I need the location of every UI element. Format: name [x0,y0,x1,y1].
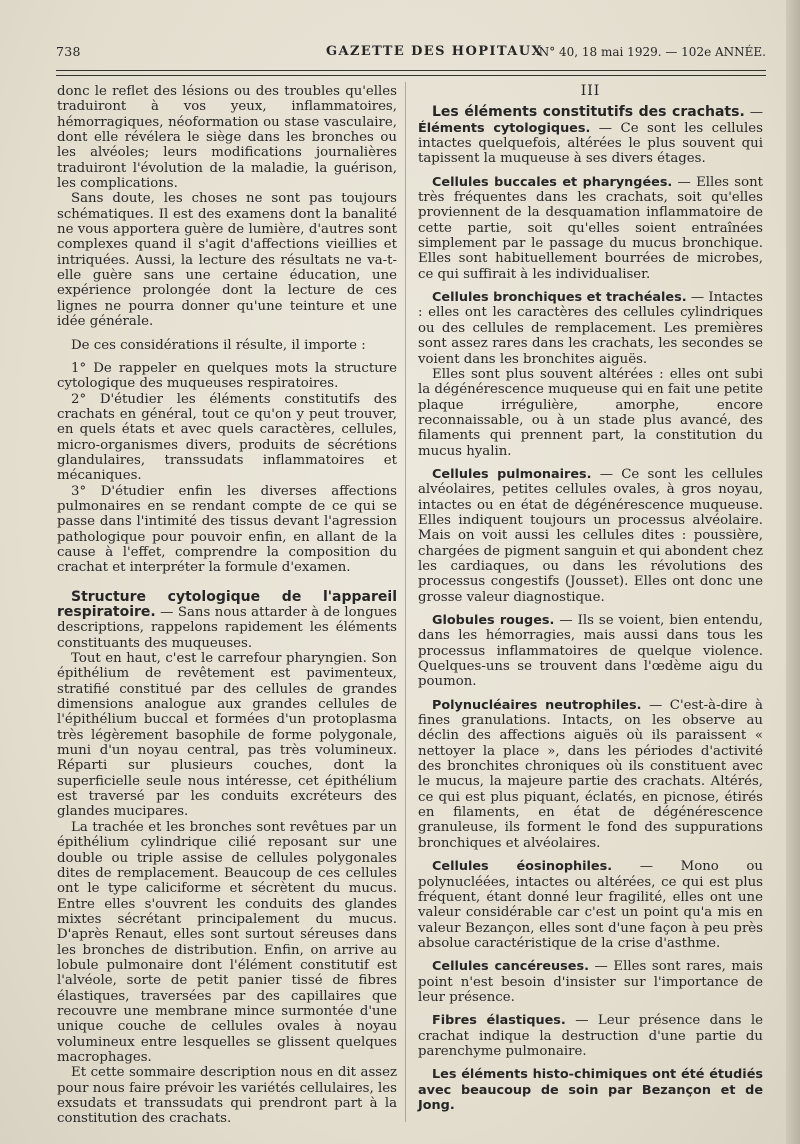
paragraph: Tout en haut, c'est le carrefour pharyngien. Son épithélium de revêtement est pavimenteux, stratifié constitué par des cellules de grandes dimensions analogue aux grandes cellules de l'épithélium buccal et formées d'un protoplasma très légèrement basophile de forme polygonale, muni d'un noyau central, pas très volumineux. Réparti sur plusieurs couches, dont la superficielle seule nous intéresse, cet épithélium est traversé par les conduits excréteurs des glandes mucipares. [57,651,397,820]
section-numeral: III [580,83,601,99]
entry-title: Cellules pulmonaires. [432,466,592,482]
section-text: — Sans nous attarder à de longues descriptions, rappelons rapidement les éléments constituants des muqueuses. [57,605,397,651]
section-paragraph: Les éléments constitutifs des crachats. — Éléments cytologiques. — Ce sont les cellules intactes quelquefois, altérées le plus souvent qui tapissent la muqueuse à ses divers étages. [418,104,763,167]
paragraph: Elles sont plus souvent altérées : elles ont subi la dégénérescence muqueuse qui en fait une petite plaque irrégulière, amorphe, encore reconnaissable, ou à un stade plus avancé, des filaments qui prennent part, la constitution du mucus hyalin. [418,366,763,459]
entry-text: — Intactes : elles ont les caractères des cellules cylindriques ou des cellules de remplacement. Les premières sont assez rares dans les crachats, les secondes se voient dans les bronchites aiguës. [418,290,763,367]
section-paragraph [57,590,397,651]
issue-info: N° 40, 18 mai 1929. — 102e ANNÉE. [538,45,766,59]
entry-paragraph [418,1013,763,1059]
entry-text: — Elles sont très fréquentes dans les crachats, soit qu'elles proviennent de la desquamation inflammatoire de cette partie, soit qu'elles soient entraînées simplement par le passage du mucus bronchique. Elles sont habituellement bourrées de microbes, ce qui suffirait à les individualiser. [418,174,763,282]
column-divider [405,82,406,1122]
list-item: 3° D'étudier enfin les diverses affections pulmonaires en se rendant compte de ce qui se passe dans l'intimité des tissus devant l'agression pathologique pour pouvoir enfin, en allant de la cause à l'effet, comprendre la composition du crachat et interpréter la formule d'examen. [57,483,397,576]
entry-text: — Ils se voient, bien entendu, dans les hémorragies, mais aussi dans tous les processus inflammatoires de quelque violence. Quelques-uns se trouvent dans l'œdème aigu du poumon. [418,613,763,690]
entry-text: — Ce sont les cellules alvéolaires, petites cellules ovales, à gros noyau, intactes ou en état de dégénérescence muqueuse. Elles indiquent toujours un processus alvéolaire. Mais on voit aussi les cellules dites : poussière, chargées de pigment sanguin et qui abondent chez les cardiaques, ou dans les révolutions des processus congestifs (Jousset). Elles ont donc une grosse valeur diagnostique. [418,466,763,605]
paragraph: La trachée et les bronches sont revêtues par un épithélium cylindrique cilié reposant sur une double ou triple assise de cellules polygonales dites de remplacement. Beaucoup de ces cellules ont le type caliciforme et sécrètent du mucus. Entre elles s'ouvrent les conduits des glandes mixtes sécrétant principalement du mucus. D'après Renaut, elles sont surtout séreuses dans les bronches de distribution. Enfin, on arrive au lobule pulmonaire dont l'élément constitutif est l'alvéole, sorte de petit panier tissé de fibres élastiques, traversées par des capillaires que recouvre une membrane mince surmontée d'une unique couche de cellules ovales à noyau volumineux entre lesquelles se glissent quelques macrophages. [57,819,397,1065]
paragraph: donc le reflet des lésions ou des troubles qu'elles traduiront à vos yeux, inflammatoires, hémorragiques, néoformation ou stase vasculaire, dont elle révélera le siège dans les bronches ou les alvéoles; leurs modifications journalières traduiront l'évolution de la maladie, la guérison, les complications. [57,84,397,192]
entry-text: — Leur présence dans le crachat indique la destruction d'une partie du parenchyme pulmonaire. [418,1013,763,1059]
page-number: 738 [56,44,81,59]
entry-title: Les éléments histo-chimiques ont été étudiés avec beaucoup de soin par Bezançon et de Jong. [418,1067,763,1113]
page-edge [786,0,800,1144]
entry-title: Cellules cancéreuses. [432,959,589,975]
entry-paragraph [418,613,763,690]
entry-text: — Mono ou polynucléées, intactes ou altérées, ce qui est plus fréquent, étant donné leur fragilité, elles ont une valeur considérable car c'est un point qu'a mis en valeur Bezançon, elles sont d'une façon à peu près absolue caractéristique de la crise d'asthme. [418,859,763,951]
right-column [418,84,763,1113]
journal-title: GAZETTE DES HOPITAUX [326,44,543,59]
entry-title: Cellules buccales et pharyngées. [432,174,673,190]
header-rule-top [56,70,766,71]
entry-title: Fibres élastiques. [432,1013,566,1029]
entry-paragraph [418,698,763,851]
entry-paragraph [418,175,763,282]
entry-paragraph [418,1067,763,1113]
section-text: — Ce sont les cellules intactes quelquefois, altérées le plus souvent qui tapissent la muqueuse à ses divers étages. [418,120,763,167]
list-item: 2° D'étudier les éléments constitutifs des crachats en général, tout ce qu'on y peut trouver, en quels états et avec quels caractères, cellules, micro-organismes divers, produits de sécrétions glandulaires, transsudats inflammatoires et mécaniques. [57,391,397,484]
entry-title: Cellules éosinophiles. [432,859,613,875]
page-header [56,44,766,66]
list-item: 1° De rappeler en quelques mots la structure cytologique des muqueuses respiratoires. [57,360,397,392]
subsection-title: Éléments cytologiques. [418,120,591,136]
entry-paragraph [418,467,763,605]
paragraph: Sans doute, les choses ne sont pas toujours schématiques. Il est des examens dont la banalité ne vous apportera guère de lumière, d'autres sont complexes quand il s'agit d'affections vieillies et intriquées. Aussi, la lecture des résultats ne va-t-elle guère sans une certaine éducation, une expérience prolongée dont la lecture de ces lignes ne pourra donner qu'une teinture et une idée générale. [57,191,397,330]
entry-paragraph [418,290,763,367]
entry-title: Polynucléaires neutrophiles. [432,697,642,713]
entry-paragraph [418,859,763,951]
entry-title: Cellules bronchiques et trachéales. [432,290,687,306]
section-title: Les éléments constitutifs des crachats. [432,104,745,121]
entry-paragraph [418,959,763,1005]
entry-title: Globules rouges. [432,613,555,628]
paragraph: Et cette sommaire description nous en dit assez pour nous faire prévoir les variétés cellulaires, les exsudats et transsudats qui prendront part à la constitution des crachats. [57,1065,397,1127]
section-title: Structure cytologique de l'appareil respiratoire. [57,588,397,620]
paragraph: De ces considérations il résulte, il importe : [71,337,366,353]
header-rule-bottom [56,75,766,76]
entry-text: — C'est-à-dire à fines granulations. Intacts, on les observe au déclin des affections aiguës où ils paraissent « nettoyer la place », dans les périodes d'activité des bronchites chroniques où ils constituent avec le mucus, la majeure partie des crachats. Altérés, ce qui est plus piquant, éclatés, en picnose, étirés en filaments, en état de dégénérescence granuleuse, ils forment le fond des suppurations bronchiques et alvéolaires. [418,697,763,851]
left-column [57,84,397,1127]
entry-text: — Elles sont rares, mais point n'est besoin d'insister sur l'importance de leur présence. [418,959,764,1005]
